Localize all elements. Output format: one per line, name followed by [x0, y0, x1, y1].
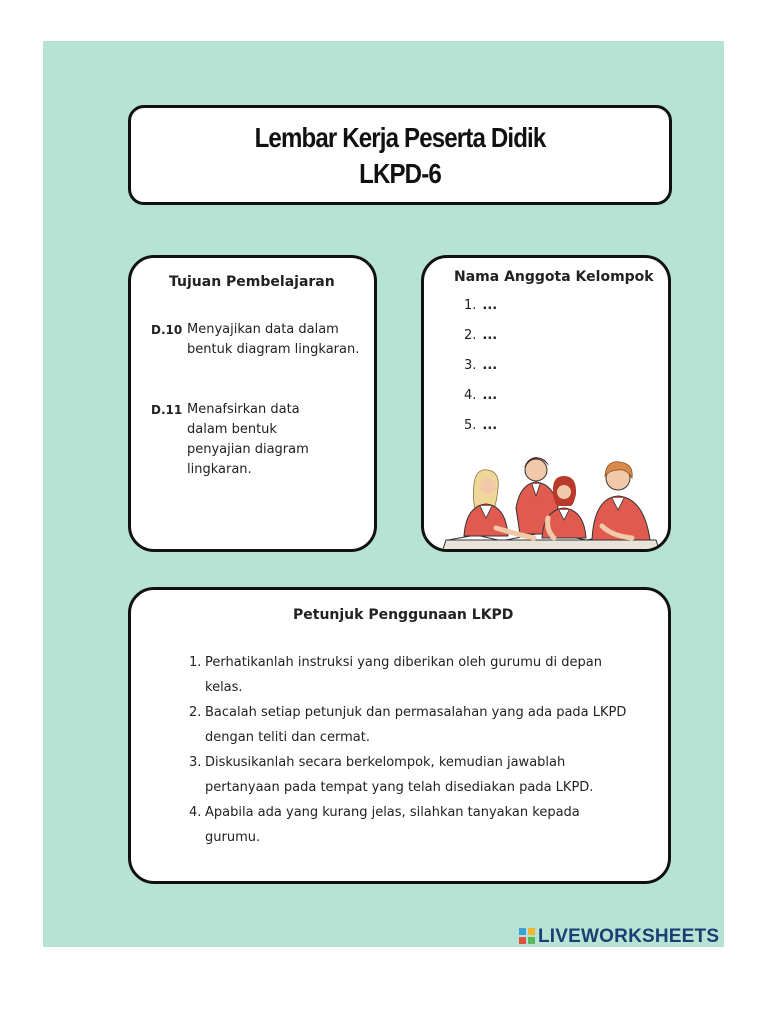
instruction-number: 3. [189, 755, 202, 770]
group-members-heading: Nama Anggota Kelompok [454, 269, 654, 285]
member-number: 5. [464, 418, 477, 433]
goal-code: D.11 [151, 403, 183, 417]
instruction-number: 2. [189, 705, 202, 720]
member-row [464, 388, 497, 403]
liveworksheets-logo-icon [519, 928, 535, 944]
member-name-field[interactable]: ... [482, 418, 498, 433]
member-name-field[interactable]: ... [482, 358, 498, 373]
member-number: 2. [464, 328, 477, 343]
instruction-text: Perhatikanlah instruksi yang diberikan oleh gurumu di depan kelas. [205, 655, 602, 695]
page-title: Lembar Kerja Peserta Didik [254, 122, 546, 153]
learning-goals-box [128, 255, 377, 552]
usage-instructions-box [128, 587, 671, 884]
member-name-field[interactable]: ... [482, 388, 498, 403]
instruction-item [189, 700, 629, 750]
page-subtitle: LKPD-6 [359, 158, 441, 189]
instruction-text: Diskusikanlah secara berkelompok, kemudian jawablah pertanyaan pada tempat yang telah disediakan pada LKPD. [205, 755, 594, 795]
liveworksheets-watermark[interactable]: LIVEWORKSHEETS [538, 926, 720, 947]
instruction-text: Apabila ada yang kurang jelas, silahkan tanyakan kepada gurumu. [205, 805, 580, 845]
instruction-item [189, 800, 629, 850]
goal-text: Menyajikan data dalam bentuk diagram lingkaran. [187, 322, 360, 357]
member-row [464, 328, 497, 343]
usage-instructions-heading: Petunjuk Penggunaan LKPD [293, 607, 514, 623]
member-name-field[interactable]: ... [482, 328, 498, 343]
title-box [128, 105, 672, 205]
instruction-number: 4. [189, 805, 202, 820]
instructions-list [189, 650, 629, 850]
member-row [464, 298, 497, 313]
member-number: 4. [464, 388, 477, 403]
member-name-field[interactable]: ... [482, 298, 498, 313]
instruction-text: Bacalah setiap petunjuk dan permasalahan yang ada pada LKPD dengan teliti dan cermat. [205, 705, 627, 745]
learning-goals-heading: Tujuan Pembelajaran [169, 274, 335, 290]
member-number: 1. [464, 298, 477, 313]
goal-code: D.10 [151, 323, 183, 337]
instruction-item [189, 750, 629, 800]
member-row [464, 358, 497, 373]
instruction-item [189, 650, 629, 700]
instruction-number: 1. [189, 655, 202, 670]
goal-text: Menafsirkan data dalam bentuk penyajian diagram lingkaran. [187, 402, 309, 477]
group-members-box [421, 255, 671, 552]
member-row [464, 418, 497, 433]
member-number: 3. [464, 358, 477, 373]
students-studying-illustration [436, 448, 666, 552]
